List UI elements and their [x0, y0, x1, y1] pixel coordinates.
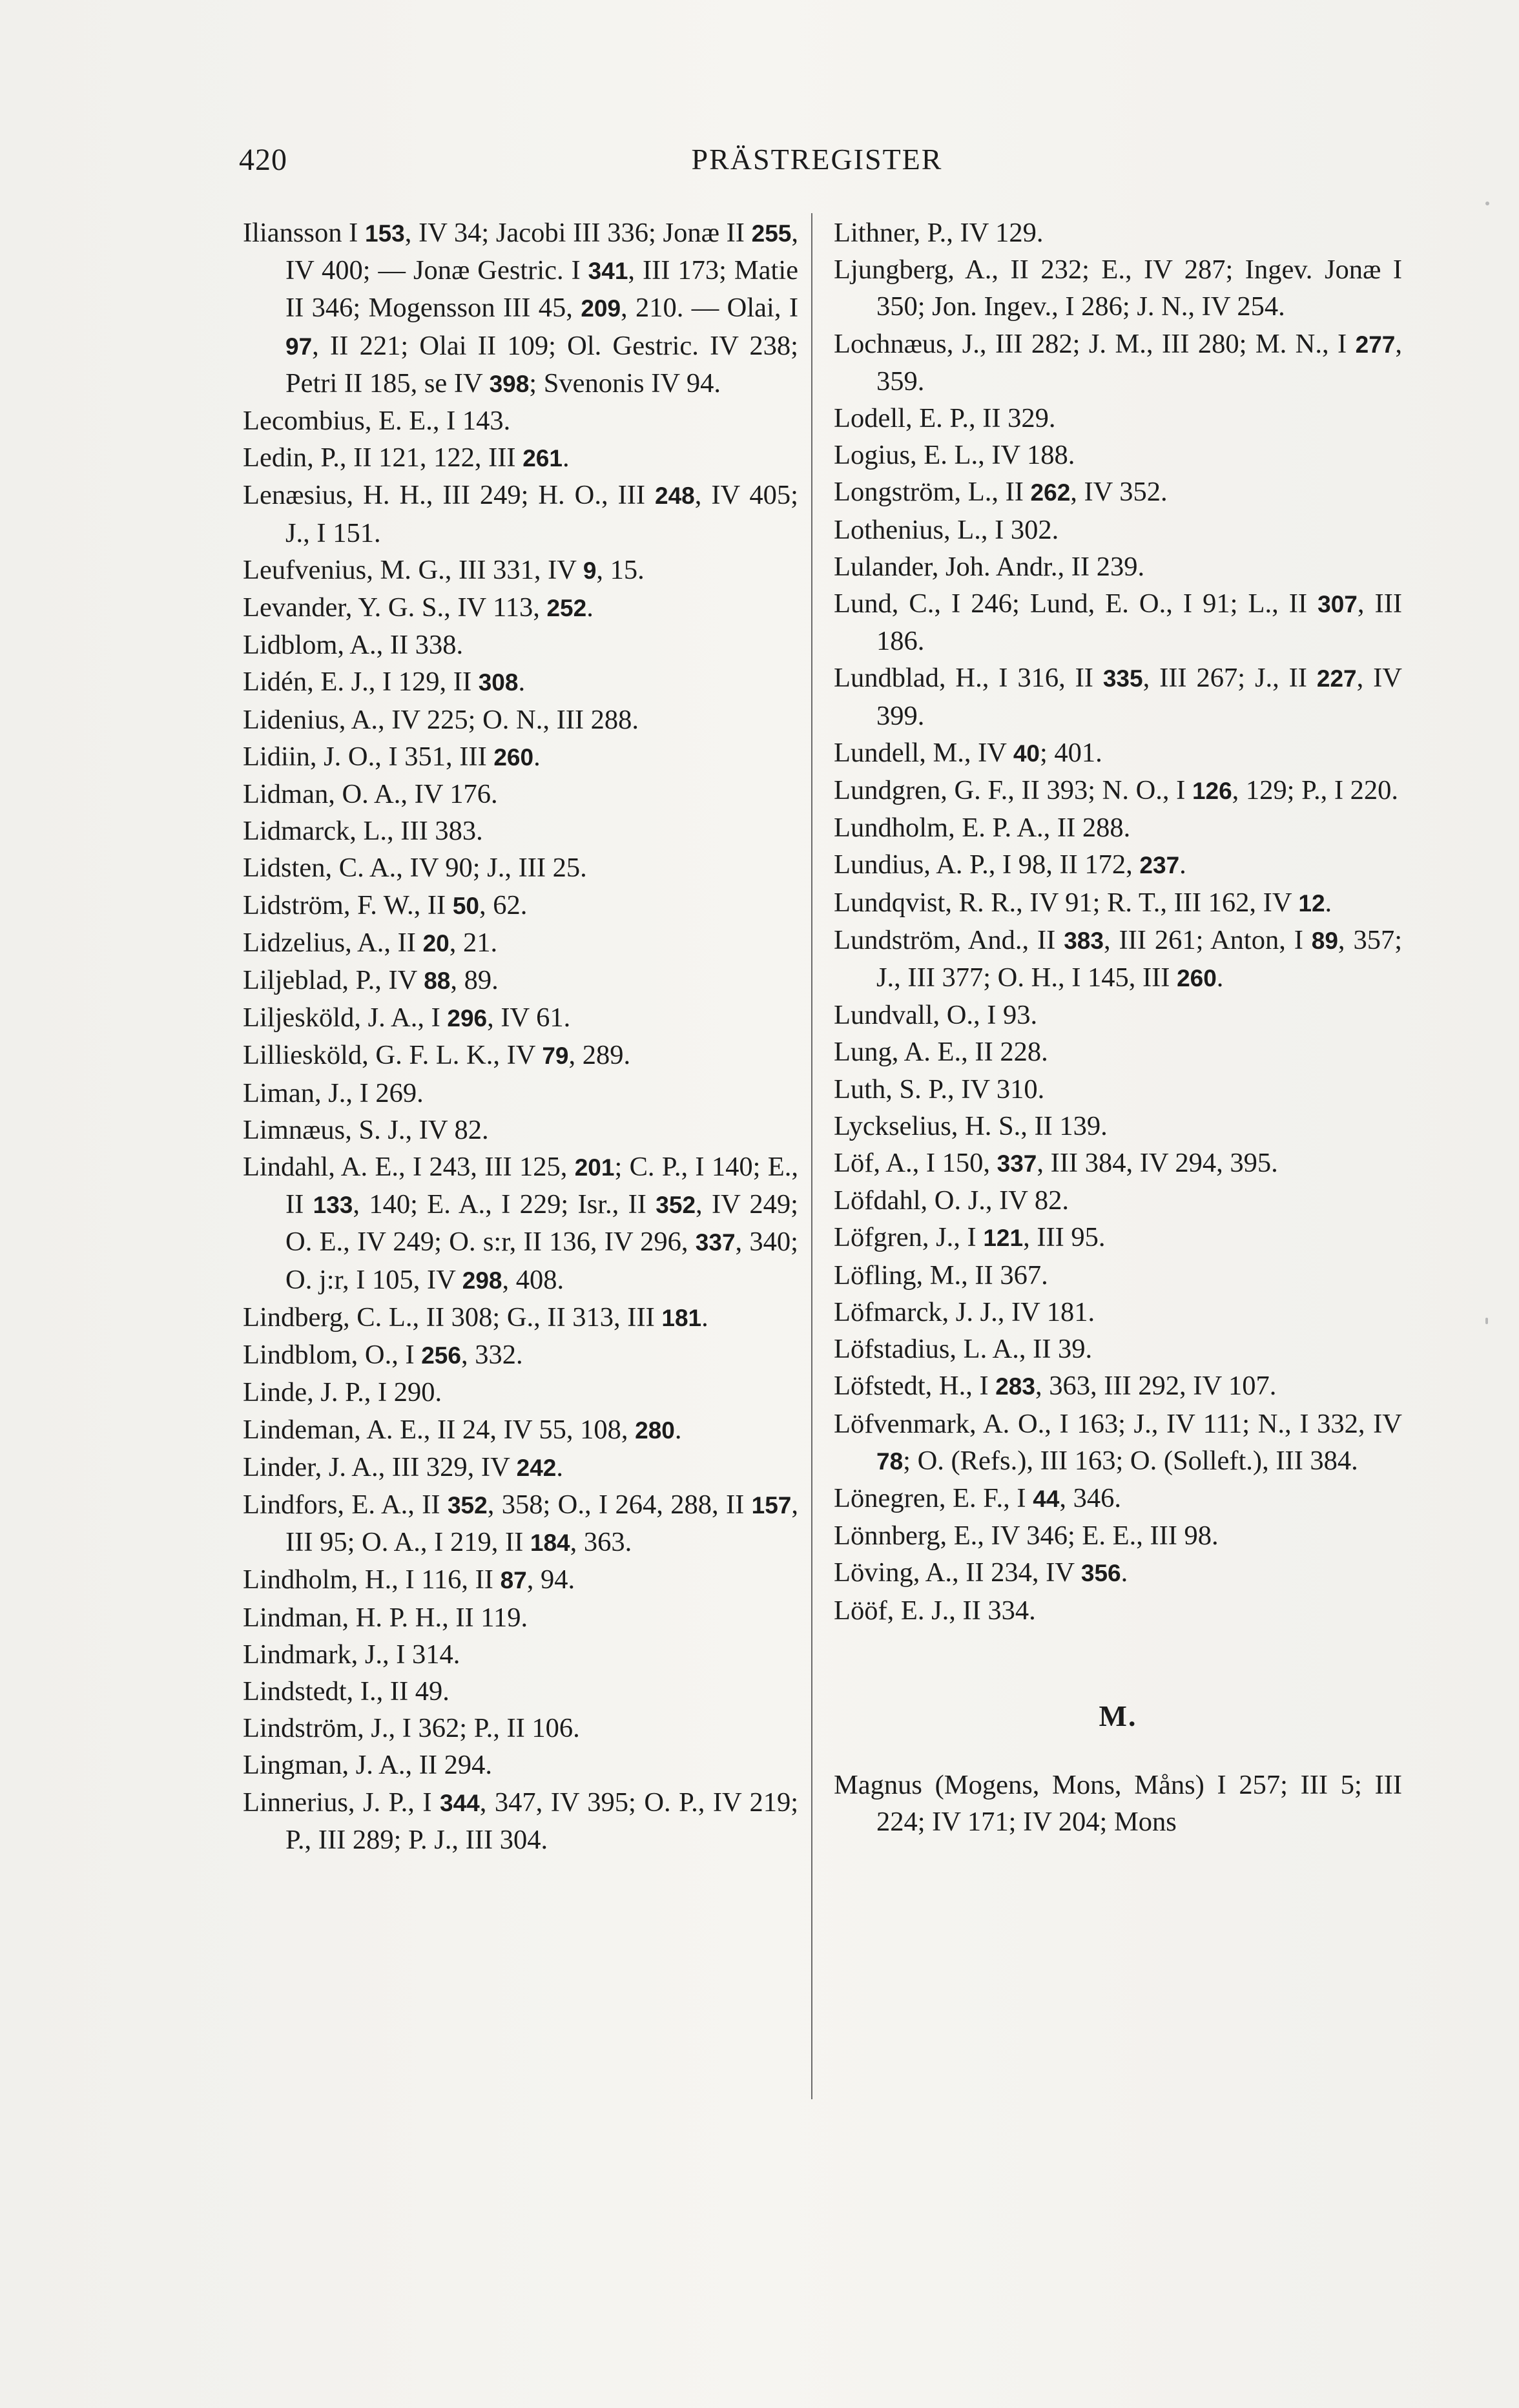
- index-entry: [243, 1336, 798, 1374]
- entry-text: .: [1179, 849, 1186, 880]
- index-entry: [243, 999, 798, 1037]
- entry-text: , 408.: [502, 1264, 564, 1295]
- entry-text: , III 186.: [876, 588, 1403, 657]
- index-entry: [243, 627, 798, 663]
- scan-speck: [1485, 1318, 1488, 1324]
- entry-text: , IV 405; J., I 151.: [285, 480, 798, 548]
- index-entry: [243, 1449, 798, 1486]
- index-entry: [834, 214, 1402, 251]
- entry-text: Lundius, A. P., I 98, II 172,: [834, 849, 1140, 880]
- section-heading: M.: [1099, 1699, 1137, 1732]
- entry-text: , 357; J., III 377; O. H., I 145, III: [876, 924, 1402, 993]
- entry-text: , III 261; Anton, I: [1103, 924, 1312, 955]
- index-entry: [834, 997, 1402, 1033]
- index-entry: [834, 734, 1402, 772]
- index-entry: [834, 884, 1402, 922]
- entry-text: Lund, C., I 246; Lund, E. O., I 91; L., II: [834, 588, 1318, 619]
- entry-text: Lidmarck, L., III 383.: [243, 816, 483, 847]
- entry-text: Lindeman, A. E., II 24, IV 55, 108,: [243, 1414, 636, 1445]
- entry-text: , III 95; O. A., I 219, II: [285, 1489, 798, 1558]
- index-entry: [243, 887, 798, 924]
- bold-page-ref: 307: [1318, 591, 1358, 618]
- entry-text: Lindberg, C. L., II 308; G., II 313, III: [243, 1302, 662, 1333]
- bold-page-ref: 12: [1298, 889, 1325, 917]
- entry-text: , 363, III 292, IV 107.: [1035, 1371, 1277, 1402]
- bold-page-ref: 298: [462, 1267, 502, 1294]
- index-entry: [834, 512, 1402, 548]
- index-entry: [243, 849, 798, 886]
- entry-text: .: [674, 1414, 682, 1445]
- entry-text: , 129; P., I 220.: [1232, 775, 1399, 806]
- bold-page-ref: 255: [751, 220, 792, 247]
- entry-text: .: [533, 741, 541, 772]
- index-entry: [834, 1767, 1402, 1840]
- entry-text: , 359.: [876, 328, 1402, 397]
- entry-text: Lithner, P., IV 129.: [834, 218, 1044, 248]
- entry-text: .: [556, 1451, 563, 1482]
- entry-text: ; 401.: [1039, 737, 1102, 768]
- entry-text: , 94.: [526, 1564, 575, 1595]
- index-entry: [834, 1071, 1402, 1108]
- bold-page-ref: 261: [522, 445, 563, 472]
- bold-page-ref: 227: [1316, 665, 1357, 692]
- entry-text: Linde, J. P., I 290.: [243, 1377, 442, 1408]
- entry-text: Magnus (Mogens, Mons, Måns) I 257; III 5; III 224; IV 171; IV 204; Mons: [834, 1769, 1402, 1838]
- bold-page-ref: 121: [983, 1225, 1024, 1252]
- page-header: [239, 137, 1395, 189]
- entry-text: , 332.: [460, 1340, 523, 1371]
- entry-text: Ledin, P., II 121, 122, III: [243, 442, 523, 473]
- right-index-column: [834, 214, 1402, 1840]
- entry-text: , IV 249; O. E., IV 249; O. s:r, II 136, IV 296,: [285, 1189, 798, 1258]
- entry-text: , III 384, IV 294, 395.: [1037, 1148, 1278, 1179]
- page-number: 420: [239, 143, 287, 177]
- entry-text: , 89.: [450, 965, 499, 996]
- entry-text: Lindstedt, I., II 49.: [243, 1676, 450, 1707]
- index-entry: [243, 439, 798, 477]
- bold-page-ref: 184: [530, 1530, 570, 1557]
- entry-text: Lindholm, H., I 116, II: [243, 1564, 501, 1595]
- bold-page-ref: 344: [440, 1789, 480, 1816]
- entry-text: Liljesköld, J. A., I: [243, 1002, 448, 1033]
- bold-page-ref: 308: [478, 669, 519, 696]
- index-entry: [834, 473, 1402, 511]
- entry-text: Lothenius, L., I 302.: [834, 514, 1059, 545]
- entry-text: .: [1216, 962, 1224, 993]
- index-entry: [243, 402, 798, 439]
- entry-text: Lindfors, E. A., II: [243, 1489, 448, 1520]
- bold-page-ref: 78: [876, 1448, 904, 1475]
- entry-text: Lulander, Joh. Andr., II 239.: [834, 551, 1145, 582]
- entry-text: .: [586, 592, 594, 623]
- bold-page-ref: 153: [365, 220, 405, 247]
- entry-text: , 140; E. A., I 229; Isr., II: [353, 1189, 656, 1220]
- entry-text: , IV 34; Jacobi III 336; Jonæ II: [404, 218, 752, 248]
- bold-page-ref: 44: [1033, 1485, 1060, 1512]
- index-entry: [243, 1148, 798, 1299]
- bold-page-ref: 50: [452, 892, 479, 919]
- entry-text: Lingman, J. A., II 294.: [243, 1750, 493, 1781]
- entry-text: Lööf, E. J., II 334.: [834, 1595, 1036, 1626]
- entry-text: Lindman, H. P. H., II 119.: [243, 1602, 528, 1633]
- entry-text: Lochnæus, J., III 282; J. M., III 280; M. N., I: [834, 328, 1356, 359]
- bold-page-ref: 89: [1311, 927, 1338, 954]
- index-entry: [243, 1486, 798, 1561]
- index-entry: [243, 1299, 798, 1336]
- entry-text: Lidiin, J. O., I 351, III: [243, 741, 494, 772]
- index-entry: [243, 1636, 798, 1673]
- index-entry: [834, 400, 1402, 437]
- entry-text: .: [518, 667, 526, 698]
- bold-page-ref: 126: [1192, 778, 1232, 805]
- left-index-column: [243, 214, 798, 1858]
- entry-text: Löfstadius, L. A., II 39.: [834, 1334, 1093, 1365]
- index-entry: [243, 962, 798, 999]
- index-entry: [243, 477, 798, 551]
- index-entry: [834, 922, 1402, 997]
- index-entry: [834, 1406, 1402, 1480]
- index-entry: [834, 437, 1402, 473]
- entry-text: Lundström, And., II: [834, 924, 1064, 955]
- bold-page-ref: 352: [656, 1192, 696, 1219]
- entry-text: Löfstedt, H., I: [834, 1371, 996, 1402]
- entry-text: Lenæsius, H. H., III 249; H. O., III: [243, 480, 656, 511]
- index-entry: [834, 251, 1402, 325]
- bold-page-ref: 237: [1139, 852, 1180, 879]
- entry-text: Lidenius, A., IV 225; O. N., III 288.: [243, 704, 639, 735]
- bold-page-ref: 383: [1064, 927, 1104, 954]
- index-entry: [834, 1294, 1402, 1331]
- index-entry: [834, 585, 1402, 659]
- entry-text: Luth, S. P., IV 310.: [834, 1074, 1045, 1105]
- bold-page-ref: 88: [424, 968, 451, 995]
- entry-text: Löfling, M., II 367.: [834, 1260, 1048, 1291]
- entry-text: , 15.: [596, 554, 645, 585]
- entry-text: .: [1121, 1557, 1128, 1588]
- entry-text: , 363.: [570, 1527, 632, 1558]
- entry-text: ; Svenonis IV 94.: [529, 368, 721, 399]
- index-entry: [243, 1673, 798, 1710]
- scan-speck: [1485, 202, 1489, 205]
- index-entry: [834, 326, 1402, 400]
- entry-text: Lundell, M., IV: [834, 737, 1013, 768]
- entry-text: Liman, J., I 269.: [243, 1077, 424, 1108]
- index-entry: [834, 1554, 1402, 1592]
- entry-text: Löfgren, J., I: [834, 1222, 984, 1253]
- bold-page-ref: 283: [995, 1373, 1035, 1400]
- index-entry: [834, 548, 1402, 585]
- index-entry: [834, 1331, 1402, 1367]
- entry-text: Leufvenius, M. G., III 331, IV: [243, 554, 583, 585]
- entry-text: Lidman, O. A., IV 176.: [243, 779, 498, 810]
- entry-text: Linder, J. A., III 329, IV: [243, 1451, 517, 1482]
- index-entry: [243, 589, 798, 627]
- entry-text: Lidén, E. J., I 129, II: [243, 667, 479, 698]
- bold-page-ref: 157: [751, 1491, 792, 1519]
- index-entry: [243, 776, 798, 813]
- entry-text: Limnæus, S. J., IV 82.: [243, 1114, 489, 1145]
- entry-text: , 347, IV 395; O. P., IV 219; P., III 289; P. J., III 304.: [285, 1787, 798, 1855]
- bold-page-ref: 209: [581, 295, 621, 322]
- bold-page-ref: 181: [661, 1304, 702, 1331]
- entry-text: , IV 352.: [1070, 477, 1168, 508]
- index-entry: [834, 772, 1402, 809]
- entry-text: Lundholm, E. P. A., II 288.: [834, 813, 1131, 844]
- index-entry: [243, 738, 798, 776]
- entry-text: Lidström, F. W., II: [243, 889, 453, 920]
- index-entry: [834, 1108, 1402, 1145]
- index-entry: [834, 1592, 1402, 1629]
- entry-text: Liljeblad, P., IV: [243, 965, 424, 996]
- entry-text: Lundvall, O., I 93.: [834, 1000, 1038, 1031]
- entry-text: , III 267; J., II: [1142, 663, 1317, 694]
- entry-text: Lindblom, O., I: [243, 1340, 422, 1371]
- index-entry: [243, 813, 798, 849]
- index-entry: [243, 1747, 798, 1783]
- entry-text: Logius, E. L., IV 188.: [834, 440, 1075, 471]
- entry-text: Linnerius, J. P., I: [243, 1787, 440, 1818]
- bold-page-ref: 97: [285, 333, 313, 360]
- index-entry: [834, 809, 1402, 846]
- entry-text: ; O. (Refs.), III 163; O. (Solleft.), III 384.: [903, 1445, 1358, 1476]
- entry-text: .: [562, 442, 570, 473]
- index-entry: [834, 846, 1402, 884]
- entry-text: Löfvenmark, A. O., I 163; J., IV 111; N., I 332, IV: [834, 1408, 1402, 1439]
- index-entry: [243, 1599, 798, 1636]
- index-entry: [243, 924, 798, 962]
- entry-text: Levander, Y. G. S., IV 113,: [243, 592, 547, 623]
- column-divider: [811, 213, 812, 2099]
- running-title: PRÄSTREGISTER: [691, 143, 943, 176]
- entry-text: Lodell, E. P., II 329.: [834, 403, 1056, 434]
- entry-text: Lönegren, E. F., I: [834, 1482, 1033, 1513]
- bold-page-ref: 277: [1355, 331, 1396, 358]
- entry-text: , III 173; Matie II 346; Mogensson III 45,: [285, 255, 798, 324]
- entry-text: , 346.: [1059, 1482, 1121, 1513]
- entry-text: Lidsten, C. A., IV 90; J., III 25.: [243, 853, 587, 884]
- index-entry: [834, 1145, 1402, 1182]
- bold-page-ref: 256: [421, 1342, 461, 1369]
- bold-page-ref: 280: [635, 1417, 675, 1444]
- entry-text: , IV 399.: [876, 663, 1402, 731]
- index-entry: [243, 552, 798, 589]
- entry-text: Lindström, J., I 362; P., II 106.: [243, 1713, 580, 1744]
- bold-page-ref: 260: [493, 743, 534, 771]
- entry-text: Lindahl, A. E., I 243, III 125,: [243, 1152, 575, 1183]
- entry-text: , III 95.: [1023, 1222, 1106, 1253]
- index-entry: [243, 1784, 798, 1858]
- bold-page-ref: 20: [422, 929, 450, 957]
- index-entry: [834, 1480, 1402, 1517]
- index-entry: [834, 1033, 1402, 1070]
- entry-text: Lung, A. E., II 228.: [834, 1037, 1048, 1068]
- index-entry: [243, 1037, 798, 1074]
- right-entries-after: [834, 1767, 1402, 1840]
- index-entry: [243, 1411, 798, 1449]
- bold-page-ref: 262: [1030, 479, 1071, 506]
- entry-text: Iliansson I: [243, 218, 366, 248]
- bold-page-ref: 398: [489, 370, 530, 397]
- entry-text: , IV 61.: [487, 1002, 571, 1033]
- entry-text: , II 221; Olai II 109; Ol. Gestric. IV 238; Petri II 185, se IV: [285, 330, 798, 399]
- entry-text: Löfdahl, O. J., IV 82.: [834, 1185, 1069, 1216]
- entry-text: .: [1325, 887, 1332, 918]
- entry-text: Lidzelius, A., II: [243, 927, 423, 958]
- index-entry: [243, 1075, 798, 1112]
- entry-text: , 210. — Olai, I: [621, 293, 798, 324]
- bold-page-ref: 201: [574, 1154, 615, 1181]
- bold-page-ref: 296: [447, 1005, 488, 1032]
- entry-text: Longström, L., II: [834, 477, 1031, 508]
- entry-text: Lilliesköld, G. F. L. K., IV: [243, 1040, 542, 1071]
- bold-page-ref: 242: [516, 1454, 557, 1481]
- index-entry: [243, 214, 798, 402]
- index-entry: [243, 1710, 798, 1747]
- entry-text: , 289.: [568, 1040, 631, 1071]
- index-entry: [243, 1374, 798, 1411]
- entry-text: Ljungberg, A., II 232; E., IV 287; Ingev. Jonæ I 350; Jon. Ingev., I 286; J. N., IV 254.: [834, 254, 1402, 322]
- entry-text: Lundgren, G. F., II 393; N. O., I: [834, 775, 1192, 806]
- index-entry: [243, 1112, 798, 1148]
- entry-text: Lindmark, J., I 314.: [243, 1639, 460, 1670]
- entry-text: Löving, A., II 234, IV: [834, 1557, 1081, 1588]
- index-entry: [834, 1182, 1402, 1219]
- entry-text: , 21.: [449, 927, 498, 958]
- entry-text: Lidblom, A., II 338.: [243, 630, 464, 661]
- entry-text: , IV 400; — Jonæ Gestric. I: [285, 218, 798, 286]
- bold-page-ref: 9: [583, 557, 597, 584]
- bold-page-ref: 335: [1102, 665, 1143, 692]
- bold-page-ref: 352: [447, 1491, 488, 1519]
- bold-page-ref: 341: [588, 258, 628, 285]
- entry-text: Lecombius, E. E., I 143.: [243, 406, 511, 437]
- index-entry: [243, 663, 798, 701]
- index-entry: [243, 1561, 798, 1599]
- index-entry: [834, 659, 1402, 734]
- entry-text: ; C. P., I 140; E., II: [285, 1152, 798, 1220]
- bold-page-ref: 337: [695, 1229, 736, 1256]
- index-entry: [834, 1257, 1402, 1294]
- bold-page-ref: 260: [1177, 965, 1217, 992]
- index-entry: [834, 1219, 1402, 1256]
- bold-page-ref: 337: [997, 1150, 1037, 1178]
- entry-text: Lundqvist, R. R., IV 91; R. T., III 162, IV: [834, 887, 1299, 918]
- bold-page-ref: 79: [542, 1043, 569, 1070]
- entry-text: , 340; O. j:r, I 105, IV: [285, 1227, 798, 1295]
- index-entry: [834, 1517, 1402, 1554]
- bold-page-ref: 356: [1080, 1560, 1121, 1587]
- bold-page-ref: 87: [500, 1567, 527, 1594]
- bold-page-ref: 40: [1013, 740, 1040, 767]
- entry-text: Lönnberg, E., IV 346; E. E., III 98.: [834, 1521, 1219, 1552]
- entry-text: Lyckselius, H. S., II 139.: [834, 1110, 1108, 1141]
- entry-text: Löfmarck, J. J., IV 181.: [834, 1296, 1095, 1327]
- entry-text: , 62.: [479, 889, 528, 920]
- bold-page-ref: 252: [546, 595, 587, 622]
- bold-page-ref: 133: [313, 1192, 353, 1219]
- bold-page-ref: 248: [655, 483, 695, 510]
- index-entry: [243, 701, 798, 738]
- entry-text: , 358; O., I 264, 288, II: [487, 1489, 752, 1520]
- index-entry: [834, 1367, 1402, 1405]
- right-entries: [834, 214, 1402, 1629]
- entry-text: Lundblad, H., I 316, II: [834, 663, 1103, 694]
- entry-text: Löf, A., I 150,: [834, 1148, 997, 1179]
- entry-text: .: [701, 1302, 708, 1333]
